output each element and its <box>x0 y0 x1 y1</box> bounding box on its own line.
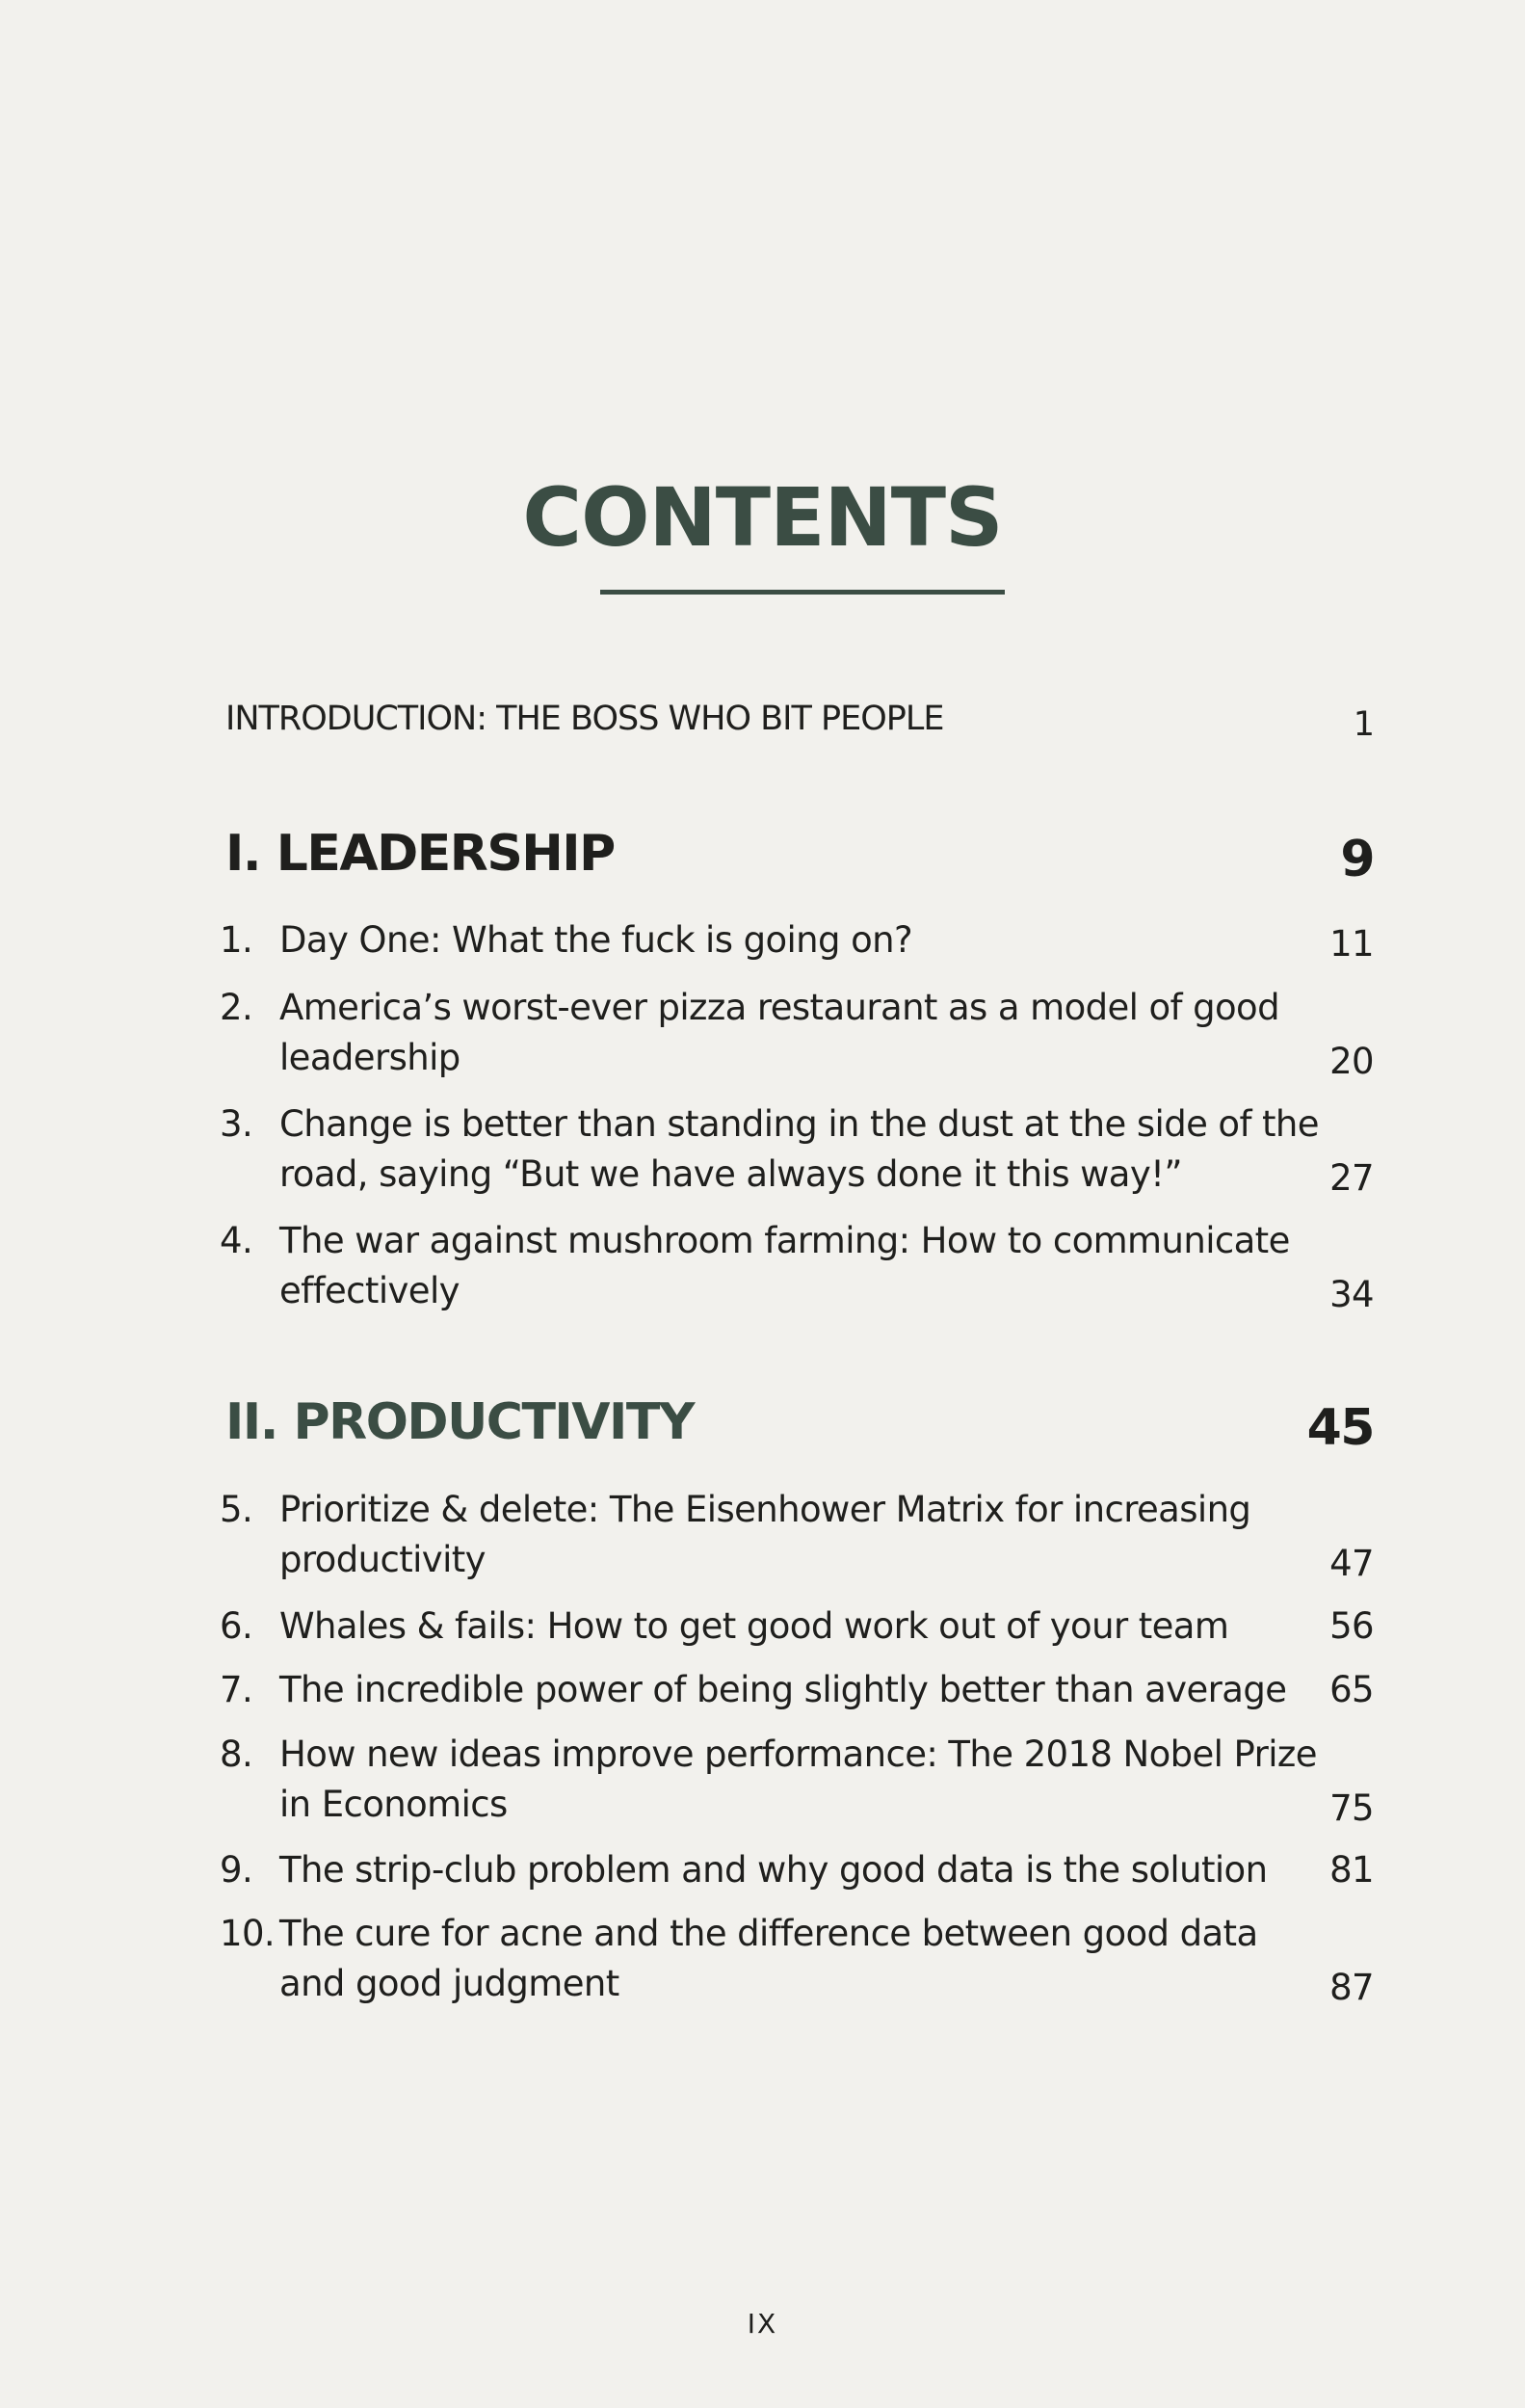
entry-title: Day One: What the fuck is going on? <box>279 919 912 961</box>
entry-number: 8. <box>220 1733 253 1775</box>
entry-number: 6. <box>220 1605 253 1647</box>
toc-page-number: 65 <box>1329 1669 1374 1710</box>
toc-introduction[interactable] <box>225 700 1374 744</box>
title-underline <box>600 590 1005 595</box>
entry-title: The war against mushroom farming: How to communicate effectively <box>279 1220 1290 1311</box>
page-title: CONTENTS <box>522 470 1003 565</box>
toc-page-number: 75 <box>1329 1787 1374 1829</box>
entry-number: 9. <box>220 1849 253 1891</box>
entry-number: 1. <box>220 919 253 961</box>
page-number-footer: IX <box>747 2308 778 2340</box>
section-title: II. PRODUCTIVITY <box>225 1393 694 1451</box>
entry-title: How new ideas improve performance: The 2018 Nobel Prize in Economics <box>279 1733 1317 1825</box>
entry-number: 2. <box>220 987 253 1028</box>
toc-page-number: 81 <box>1329 1849 1374 1891</box>
toc-page-number: 1 <box>1353 705 1374 744</box>
entry-number: 3. <box>220 1103 253 1145</box>
toc-page-number: 9 <box>1340 831 1374 888</box>
entry-number: 10. <box>220 1913 276 1954</box>
entry-title: Whales & fails: How to get good work out of your team <box>279 1605 1229 1647</box>
toc-section-leadership[interactable] <box>225 825 1374 888</box>
entry-number: 4. <box>220 1220 253 1261</box>
entry-title: The incredible power of being slightly better than average <box>279 1669 1287 1710</box>
toc-page-number: 45 <box>1306 1399 1374 1457</box>
toc-page-number: 27 <box>1329 1157 1374 1199</box>
toc-introduction-title: INTRODUCTION: THE BOSS WHO BIT PEOPLE <box>225 700 944 738</box>
entry-title: The strip-club problem and why good data is the solution <box>279 1849 1268 1891</box>
toc-section-productivity[interactable] <box>225 1393 1374 1457</box>
toc-page-number: 56 <box>1329 1605 1374 1647</box>
entry-number: 7. <box>220 1669 253 1710</box>
entry-number: 5. <box>220 1489 253 1530</box>
entry-title: The cure for acne and the difference between good data and good judgment <box>279 1913 1258 2004</box>
entry-title: Change is better than standing in the dust at the side of the road, saying “But we have always done it this way!” <box>279 1103 1319 1195</box>
entry-title: Prioritize & delete: The Eisenhower Matrix for increasing productivity <box>279 1489 1251 1580</box>
toc-page-number: 47 <box>1329 1543 1374 1584</box>
toc-page-number: 34 <box>1329 1274 1374 1315</box>
toc-page-number: 87 <box>1329 1967 1374 2008</box>
toc-page-number: 20 <box>1329 1041 1374 1082</box>
entry-title: America’s worst-ever pizza restaurant as a model of good leadership <box>279 987 1279 1078</box>
toc-page-number: 11 <box>1329 923 1374 965</box>
section-title: I. LEADERSHIP <box>225 825 615 883</box>
